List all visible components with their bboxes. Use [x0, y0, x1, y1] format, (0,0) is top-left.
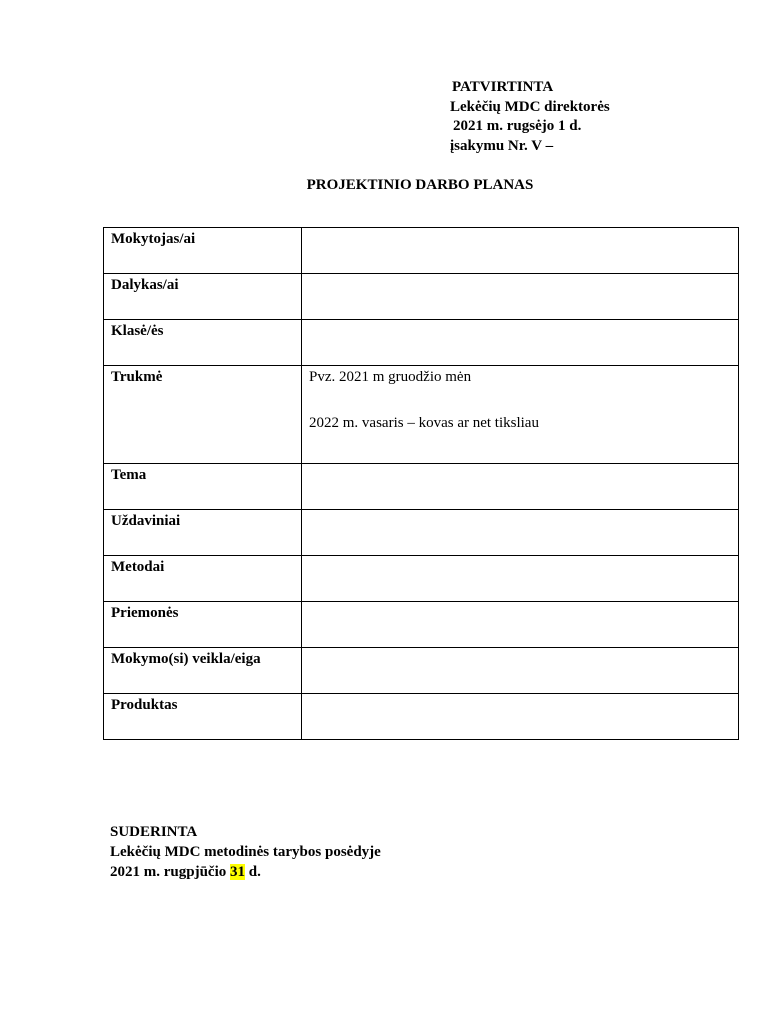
approval-date: 2021 m. rugsėjo 1 d. [453, 118, 582, 134]
row-label: Tema [104, 464, 302, 510]
row-value-cell[interactable] [302, 648, 739, 694]
row-value-cell[interactable] [302, 274, 739, 320]
agreed-council: Lekėčių MDC metodinės tarybos posėdyje [110, 844, 381, 860]
row-label: Mokymo(si) veikla/eiga [104, 648, 302, 694]
approval-block [450, 78, 610, 156]
row-label: Klasė/ės [104, 320, 302, 366]
project-plan-table [103, 227, 739, 740]
row-label: Mokytojas/ai [104, 228, 302, 274]
table-row-teacher [104, 228, 739, 274]
agreed-date [110, 862, 381, 882]
page-title: PROJEKTINIO DARBO PLANAS [306, 177, 534, 193]
row-value-cell[interactable] [302, 464, 739, 510]
row-label: Priemonės [104, 602, 302, 648]
row-value-cell[interactable] [302, 602, 739, 648]
row-value-cell[interactable] [302, 694, 739, 740]
duration-example-line-1: Pvz. 2021 m gruodžio mėn [309, 369, 472, 385]
approval-director: Lekėčių MDC direktorės [450, 98, 610, 115]
agreed-date-prefix: 2021 m. rugpjūčio [110, 864, 230, 880]
approval-title: PATVIRTINTA [452, 79, 554, 95]
table-row-tasks [104, 510, 739, 556]
table-row-activity [104, 648, 739, 694]
table-row-class [104, 320, 739, 366]
row-value-cell[interactable] [302, 366, 739, 464]
agreed-title: SUDERINTA [110, 824, 198, 840]
table-row-subject [104, 274, 739, 320]
agreed-date-day-highlight: 31 [230, 864, 245, 880]
agreed-block [110, 822, 381, 882]
table-row-means [104, 602, 739, 648]
row-value-cell[interactable] [302, 228, 739, 274]
table-row-product [104, 694, 739, 740]
row-label: Uždaviniai [104, 510, 302, 556]
table-row-duration [104, 366, 739, 464]
row-value-cell[interactable] [302, 556, 739, 602]
row-value-cell[interactable] [302, 510, 739, 556]
row-value-cell[interactable] [302, 320, 739, 366]
duration-example-line-2: 2022 m. vasaris – kovas ar net tiksliau [309, 415, 539, 431]
table-row-methods [104, 556, 739, 602]
table-row-topic [104, 464, 739, 510]
approval-order-number: įsakymu Nr. V – [450, 137, 554, 154]
row-label: Produktas [104, 694, 302, 740]
row-label: Dalykas/ai [104, 274, 302, 320]
row-label: Trukmė [104, 366, 302, 464]
agreed-date-suffix: d. [245, 864, 261, 880]
row-label: Metodai [104, 556, 302, 602]
